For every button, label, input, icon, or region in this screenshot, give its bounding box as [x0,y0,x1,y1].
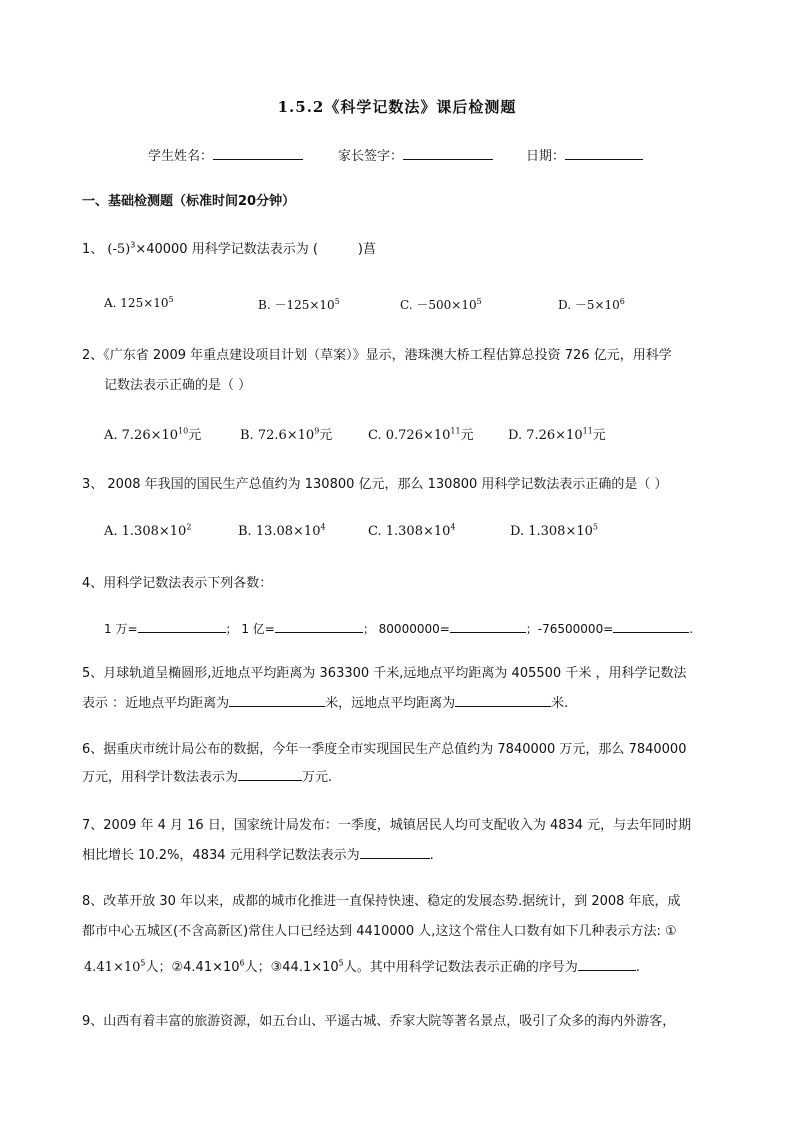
parent-signature-label: 家长签字： [338,149,404,164]
question-1-close: )菖 [357,242,376,257]
question-2-line-1: 2、《广东省 2009 年重点建设项目计划（草案）》显示，港珠澳大桥工程估算总投资 726 亿元，用科学 [82,348,672,363]
q4-blank-2[interactable] [275,619,363,633]
question-8-line-1: 8、改革开放 30 年以来，成都的城市化推进一直保持快速、稳定的发展态势.据统计，到 2008 年底，成 [82,894,681,909]
question-1-number: 1、 [82,242,104,257]
question-3-line-1: 3、 2008 年我国的国民生产总值约为 130800 亿元，那么 130800 用科学记数法表示正确的是（ ） [82,477,668,492]
q4-label-1: 1 万= [104,622,138,636]
q1-option-c[interactable]: C. $-500\times 10^5$ [400,297,482,312]
q2-option-c[interactable]: C. $0.726\times 10^{11}$元 [368,426,474,443]
student-name-field [148,145,303,164]
date-field [526,145,643,164]
q3-option-d[interactable]: D. $1.308\times 10^5$ [510,522,598,539]
question-5-line-2: 表示 ：近地点平均距离为 米，远地点平均距离为 米. [82,692,568,711]
student-name-label: 学生姓名： [148,149,214,164]
q1-option-a[interactable]: A. $125\times 10^5$ [104,295,174,310]
q5-blank-apogee[interactable] [455,693,551,707]
question-7-line-2: 相比增长 10.2%，4834 元用科学记数法表示为 . [82,844,434,863]
parent-signature-field [338,145,493,164]
parent-signature-blank[interactable] [403,146,493,160]
question-6-line-1: 6、据重庆市统计局公布的数据，今年一季度全市实现国民生产总值约为 7840000 万元，那么 7840000 [82,742,687,757]
question-1-base: (-5) [107,242,131,257]
q6-blank[interactable] [238,767,302,781]
q4-label-4: ；-76500000= [525,622,614,636]
question-7-line-1: 7、2009 年 4 月 16 日，国家统计局发布：一季度，城镇居民人均可支配收入为 4834 元，与去年同时期 [82,818,692,833]
question-1 [82,238,376,257]
q2-option-d[interactable]: D. $7.26\times 10^{11}$元 [508,426,606,443]
section-heading: 一、基础检测题（标准时间20分钟） [82,194,296,209]
q4-blank-3[interactable] [450,619,526,633]
student-name-blank[interactable] [213,146,303,160]
q3-option-a[interactable]: A. $1.308\times 10^2$ [104,522,192,539]
q3-option-b[interactable]: B. $13.08\times 10^4$ [238,522,326,539]
question-6-line-2: 万元，用科学计数法表示为 万元. [82,766,332,785]
q7-blank[interactable] [360,845,430,859]
date-label: 日期： [526,149,566,164]
question-8-line-2: 都市中心五城区(不含高新区)常住人口已经达到 4410000 人,这这个常住人口数有如下几种表示方法: ① [82,924,677,939]
question-4-line-1: 4、用科学记数法表示下列各数： [82,576,273,591]
q2-option-a[interactable]: A. $7.26\times 10^{10}$元 [104,426,202,443]
page-title: 1.5.2《科学记数法》课后检测题 [277,98,517,116]
q8-blank[interactable] [578,957,636,971]
question-9-line-1: 9、山西有着丰富的旅游资源，如五台山、平遥古城、乔家大院等著名景点，吸引了众多的海内外游客， [82,1014,676,1029]
q4-label-2: ； 1 亿= [225,622,275,636]
question-1-exponent: 3 [130,240,136,250]
question-5-line-1: 5、月球轨道呈椭圆形,近地点平均距离为 363300 千米,远地点平均距离为 405500 千米 ，用科学记数法 [82,666,687,681]
q3-option-c[interactable]: C. $1.308\times 10^4$ [368,522,456,539]
date-blank[interactable] [565,146,643,160]
q4-label-3: ； 80000000= [362,622,450,636]
question-8-line-3: $4.41\times 10^5$人；$②4.41\times 10^6$人；$③44.1\times 10^5$人。其中用科学记数法表示正确的序号为 . [84,958,640,975]
q1-option-b[interactable]: B. $-125\times 10^5$ [258,297,340,312]
question-4-blanks: 1 万= ； 1 亿= ； 80000000= ；-76500000= . [104,619,693,637]
question-1-text: ×40000 用科学记数法表示为 ( [135,242,318,257]
q4-blank-1[interactable] [138,619,226,633]
question-2-line-2: 记数法表示正确的是（ ） [104,378,252,393]
q2-option-b[interactable]: B. $72.6\times 10^9$元 [240,426,333,443]
q1-option-d[interactable]: D. $-5\times 10^6$ [558,297,625,312]
q5-blank-perigee[interactable] [229,693,325,707]
q4-blank-4[interactable] [613,619,689,633]
